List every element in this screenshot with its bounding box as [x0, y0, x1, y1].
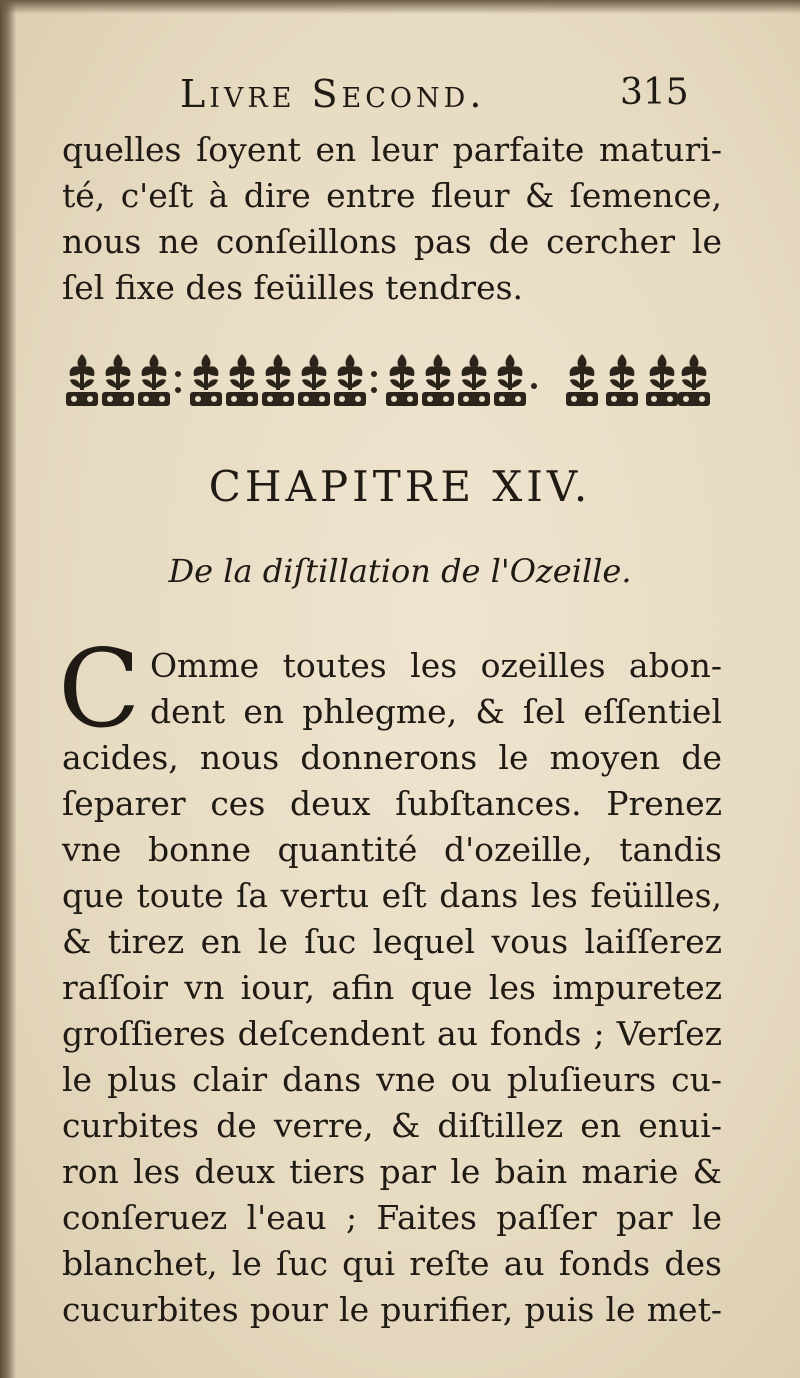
text-line: quelles ſoyent en leur parfaite maturi-: [62, 130, 722, 169]
text-line: vne bonne quantité d'ozeille, tandis: [62, 830, 722, 869]
text-line: raſſoir vn iour, afin que les impuretez: [62, 968, 722, 1007]
running-head: [0, 72, 800, 132]
running-head-title: Livre Second.: [180, 72, 486, 116]
binding-gutter: [0, 0, 16, 1378]
drop-cap: C: [58, 627, 141, 752]
page-number: 315: [620, 72, 689, 113]
text-line: dent en phlegme, & ſel eſſentiel: [150, 692, 722, 731]
text-line: curbites de verre, & diſtillez en enui-: [62, 1106, 722, 1145]
text-line: le plus clair dans vne ou pluſieurs cu-: [62, 1060, 722, 1099]
text-line: que toute ſa vertu eſt dans les feüilles,: [62, 876, 722, 915]
text-line: conſeruez l'eau ; Faites paſſer par le: [62, 1198, 722, 1237]
text-line: ſeparer ces deux ſubſtances. Prenez: [62, 784, 722, 823]
text-line: té, c'eſt à dire entre fleur & ſemence,: [62, 176, 722, 215]
text-line: cucurbites pour le purifier, puis le met-: [62, 1290, 722, 1329]
text-line: & tirez en le ſuc lequel vous laiſſerez: [62, 922, 722, 961]
text-line: nous ne conſeillons pas de cercher le: [62, 222, 722, 261]
chapter-heading: CHAPITRE XIV.: [208, 462, 592, 511]
text-line: ſel fixe des feüilles tendres.: [62, 268, 524, 307]
page-top-edge: [0, 0, 800, 14]
text-line: ron les deux tiers par le bain marie &: [62, 1152, 722, 1191]
text-line: groſſieres deſcendent au fonds ; Verſez: [62, 1014, 722, 1053]
text-line: Omme toutes les ozeilles abon-: [150, 646, 722, 685]
text-line: blanchet, le ſuc qui reſte au fonds des: [62, 1244, 722, 1283]
text-line: acides, nous donnerons le moyen de: [62, 738, 722, 777]
fleuron-band-icon: [64, 350, 712, 410]
chapter-title: De la diſtillation de l'Ozeille.: [168, 552, 632, 590]
